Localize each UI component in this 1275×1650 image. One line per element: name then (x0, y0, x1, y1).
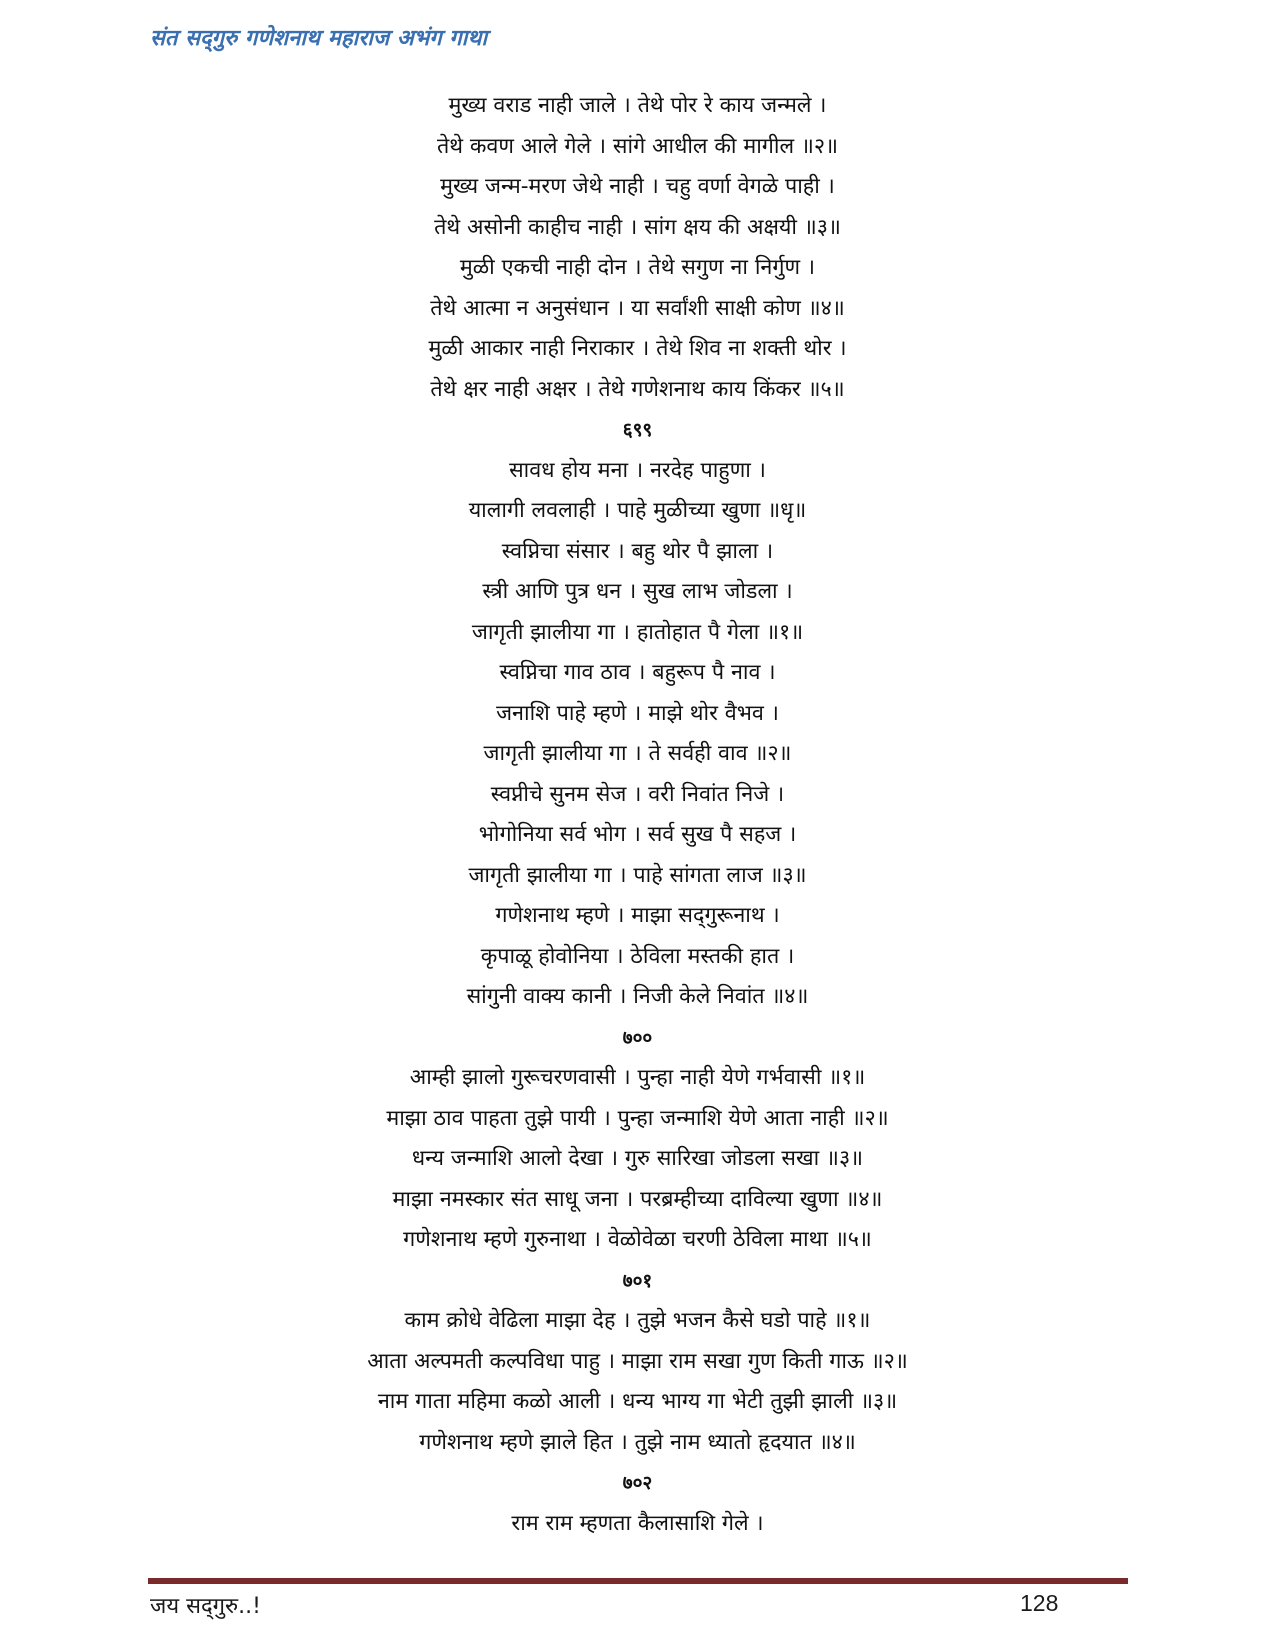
verse-line: तेथे असोनी काहीच नाही । सांग क्षय की अक्षयी ॥३॥ (434, 214, 841, 240)
verse-line: माझा नमस्कार संत साधू जना । परब्रम्हीच्या दाविल्या खुणा ॥४॥ (392, 1186, 883, 1212)
verse-line: मुख्य वराड नाही जाले । तेथे पोर रे काय जन्मले । (448, 93, 827, 118)
verse-line: गणेशनाथ म्हणे । माझा सद्‌गुरूनाथ । (495, 903, 780, 928)
abhang-number: ७०१ (622, 1269, 653, 1292)
verse-line: काम क्रोधे वेढिला माझा देह । तुझे भजन कैसे घडो पाहे ॥१॥ (404, 1308, 871, 1333)
verse-line: जागृती झालीया गा । पाहे सांगता लाज ॥३॥ (468, 862, 807, 888)
verse-line: तेथे कवण आले गेले । सांगे आधील की मागील ॥२॥ (436, 133, 838, 159)
verse-line: भोगोनिया सर्व भोग । सर्व सुख पै सहज । (478, 822, 797, 847)
verse-line: मुळी एकची नाही दोन । तेथे सगुण ना निर्गुण । (459, 255, 816, 280)
verse-line: गणेशनाथ म्हणे झाले हित । तुझे नाम ध्यातो हृदयात ॥४॥ (419, 1429, 856, 1455)
verse-line: मुळी आकार नाही निराकार । तेथे शिव ना शक्ती थोर । (428, 336, 847, 361)
verse-line: जागृती झालीया गा । हातोहात पै गेला ॥१॥ (471, 619, 804, 645)
verse-line: धन्य जन्माशि आलो देखा । गुरु सारिखा जोडला सखा ॥३॥ (411, 1146, 864, 1171)
verse-line: जागृती झालीया गा । ते सर्वही वाव ॥२॥ (483, 741, 792, 766)
verse-line: माझा ठाव पाहता तुझे पायी । पुन्हा जन्माशि येणे आता नाही ॥२॥ (386, 1105, 889, 1131)
verse-line: जनाशि पाहे म्हणे । माझे थोर वैभव । (496, 700, 779, 726)
verse-line: आता अल्पमती कल्पविधा पाहु । माझा राम सखा गुण किती गाऊ ॥२॥ (367, 1348, 908, 1374)
verse-line: आम्ही झालो गुरूचरणवासी । पुन्हा नाही येणे गर्भवासी ॥१॥ (409, 1065, 866, 1090)
verse-body (0, 86, 1275, 1544)
verse-line: स्वप्नीचे सुनम सेज । वरी निवांत निजे । (490, 781, 785, 807)
footer-divider (148, 1578, 1128, 1584)
verse-line: नाम गाता महिमा कळो आली । धन्य भाग्य गा भेटी तुझी झाली ॥३॥ (377, 1389, 898, 1414)
verse-line: कृपाळू होवोनिया । ठेविला मस्तकी हात । (480, 943, 795, 969)
verse-line: तेथे आत्मा न अनुसंधान । या सर्वांशी साक्षी कोण ॥४॥ (430, 295, 845, 321)
abhang-number: ७०२ (622, 1472, 653, 1494)
abhang-number: ७०० (622, 1026, 653, 1049)
verse-line: राम राम म्हणता कैलासाशि गेले । (511, 1510, 764, 1536)
verse-line: यालागी लवलाही । पाहे मुळीच्या खुणा ॥धृ॥ (468, 498, 807, 523)
verse-line: मुख्य जन्म-मरण जेथे नाही । चहु वर्णा वेगळे पाही । (440, 174, 835, 199)
verse-line: तेथे क्षर नाही अक्षर । तेथे गणेशनाथ काय किंकर ॥५॥ (430, 376, 845, 402)
page-number: 128 (1020, 1590, 1059, 1616)
verse-line: सांगुनी वाक्य कानी । निजी केले निवांत ॥४॥ (466, 984, 809, 1009)
verse-line: स्वप्निचा संसार । बहु थोर पै झाला । (501, 538, 774, 564)
footer-salutation: जय सद्‌गुरु..! (150, 1594, 261, 1619)
verse-line: सावध होय मना । नरदेह पाहुणा । (509, 457, 766, 483)
verse-line: गणेशनाथ म्हणे गुरुनाथा । वेळोवेळा चरणी ठेविला माथा ॥५॥ (403, 1227, 872, 1252)
abhang-number: ६९९ (622, 419, 653, 441)
running-header: संत सद्‌गुरु गणेशनाथ महाराज अभंग गाथा (150, 26, 488, 51)
verse-line: स्वप्निचा गाव ठाव । बहुरूप पै नाव । (499, 660, 776, 685)
verse-line: स्त्री आणि पुत्र धन । सुख लाभ जोडला । (482, 579, 793, 604)
